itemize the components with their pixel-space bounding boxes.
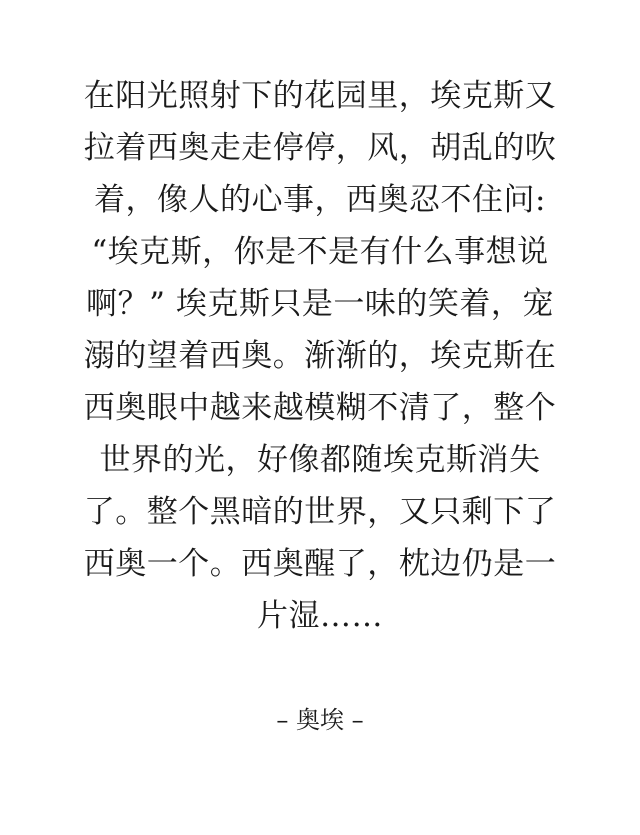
text-line: 拉着西奥走走停停，风，胡乱的吹 [83, 130, 557, 166]
text-line: 了。整个黑暗的世界，又只剩下了 [83, 494, 557, 530]
text-line: 西奥一个。西奥醒了，枕边仍是一 [83, 546, 557, 582]
text-line: 在阳光照射下的花园里，埃克斯又 [83, 78, 557, 114]
author-signature: – 奥埃 – [276, 706, 364, 734]
story-paragraph [0, 70, 640, 642]
text-line: 世界的光，好像都随埃克斯消失 [99, 442, 541, 478]
text-line: 片湿…… [257, 598, 383, 634]
text-line: 西奥眼中越来越模糊不清了，整个 [83, 390, 557, 426]
text-line: “埃克斯，你是不是有什么事想说 [91, 234, 549, 270]
text-line: 啊？” 埃克斯只是一味的笑着，宠 [86, 286, 554, 322]
text-line: 着，像人的心事，西奥忍不住问: [94, 182, 546, 218]
text-line: 溺的望着西奥。渐渐的，埃克斯在 [83, 338, 557, 374]
